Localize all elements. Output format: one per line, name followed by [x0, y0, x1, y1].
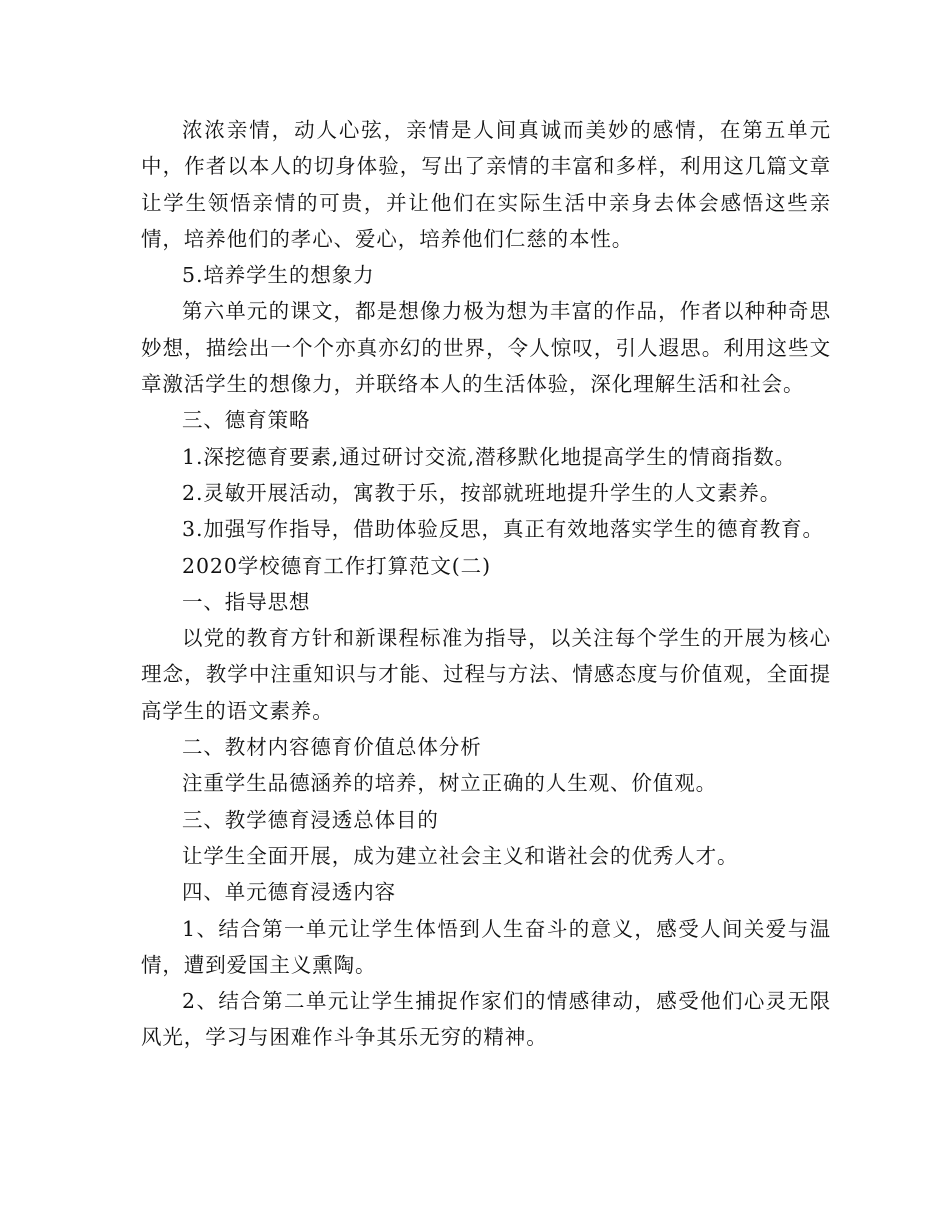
heading-textbook-analysis: 二、教材内容德育价值总体分析: [182, 735, 482, 760]
strategy-item-3: 3.加强写作指导，借助体验反思，真正有效地落实学生的德育教育。: [182, 517, 824, 542]
unit-content-item-2: 2、结合第二单元让学生捕捉作家们的情感律动，感受他们心灵无限风光，学习与困难作斗争其乐无穷的精神。: [141, 989, 831, 1050]
paragraph-unit-six: 第六单元的课文，都是想像力极为想为丰富的作品，作者以种种奇思妙想，描绘出一个个亦真亦幻的世界，令人惊叹，引人遐思。利用这些文章激活学生的想像力，并联络本人的生活体验，深化理解生活和社会。: [141, 299, 831, 397]
paragraph-overall-goal: 让学生全面开展，成为建立社会主义和谐社会的优秀人才。: [182, 843, 739, 868]
heading-overall-goal: 三、教学德育浸透总体目的: [182, 807, 439, 832]
heading-imagination: 5.培养学生的想象力: [182, 263, 375, 288]
paragraph-guiding-ideology: 以党的教育方针和新课程标准为指导，以关注每个学生的开展为核心理念，教学中注重知识与才能、过程与方法、情感态度与价值观，全面提高学生的语文素养。: [141, 626, 831, 723]
paragraph-textbook-analysis: 注重学生品德涵养的培养，树立正确的人生观、价值观。: [182, 771, 717, 796]
heading-moral-strategy: 三、德育策略: [182, 408, 311, 433]
unit-content-item-1: 1、结合第一单元让学生体悟到人生奋斗的意义，感受人间关爱与温情，遭到爱国主义熏陶。: [141, 916, 831, 977]
section-title-sample-two: 2020学校德育工作打算范文(二): [182, 553, 491, 578]
heading-guiding-ideology: 一、指导思想: [182, 589, 311, 614]
document-body: [141, 112, 831, 1056]
strategy-item-1: 1.深挖德育要素,通过研讨交流,潜移默化地提高学生的情商指数。: [182, 444, 796, 469]
strategy-item-2: 2.灵敏开展活动，寓教于乐，按部就班地提升学生的人文素养。: [182, 480, 782, 505]
paragraph-family-affection: 浓浓亲情，动人心弦，亲情是人间真诚而美妙的感情，在第五单元中，作者以本人的切身体验，写出了亲情的丰富和多样，利用这几篇文章让学生领悟亲情的可贵，并让他们在实际生活中亲身去体会感悟这些亲情，培养他们的孝心、爱心，培养他们仁慈的本性。: [141, 118, 831, 251]
heading-unit-content: 四、单元德育浸透内容: [182, 880, 396, 905]
